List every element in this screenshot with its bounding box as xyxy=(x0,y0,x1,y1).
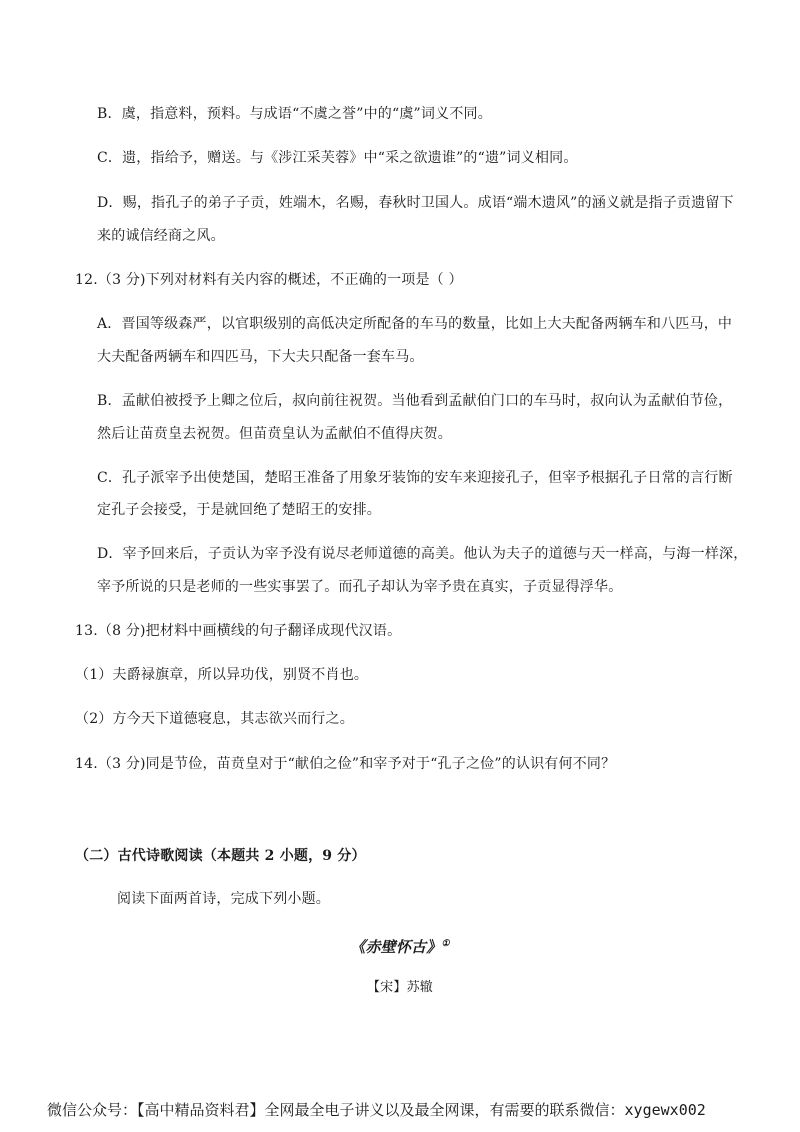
footer-notice: 微信公众号：【高中精品资料君】全网最全电子讲义以及最全网课，有需要的联系微信：xygewx002 xyxy=(47,1101,706,1119)
question-12-stem: 12.（3 分)下列对材料有关内容的概述，不正确的一项是（ ） xyxy=(75,272,463,288)
section-heading: （二）古代诗歌阅读（本题共 2 小题，9 分） xyxy=(75,848,366,864)
option-12-a-line2: 大夫配备两辆车和四匹马，下大夫只配备一套车马。 xyxy=(97,349,424,365)
option-12-d-line1: D．宰予回来后，子贡认为宰予没有说尽老师道德的高美。他认为夫子的道德与天一样高，与海一样深， xyxy=(97,546,748,562)
question-13-sentence-1: （1）夫爵禄旗章，所以异功伐，别贤不肖也。 xyxy=(75,667,369,683)
reading-instruction: 阅读下面两首诗，完成下列小题。 xyxy=(117,891,330,907)
option-12-b-line1: B．孟献伯被授予上卿之位后，叔向前往祝贺。当他看到孟献伯门口的车马时，叔向认为孟献伯节俭， xyxy=(97,393,733,409)
poem-title xyxy=(0,934,800,957)
poem-author: 【宋】苏辙 xyxy=(366,980,433,995)
option-11-d-line1: D．赐，指孔子的弟子子贡，姓端木，名赐，春秋时卫国人。成语“端木遗风”的涵义就是指子贡遗留下 xyxy=(97,195,734,211)
question-14-stem: 14.（3 分)同是节俭，苗贲皇对于“献伯之俭”和宰予对于“孔子之俭”的认识有何不同？ xyxy=(75,756,616,772)
option-12-a-line1: A．晋国等级森严，以官职级别的高低决定所配备的车马的数量，比如上大夫配备两辆车和八匹马，中 xyxy=(97,316,733,332)
poem-footnote-mark: ① xyxy=(441,939,450,949)
option-12-c-line1: C．孔子派宰予出使楚国，楚昭王准备了用象牙装饰的安车来迎接孔子，但宰予根据孔子日常的言行断 xyxy=(97,470,733,486)
option-11-d-line2: 来的诚信经商之风。 xyxy=(97,228,225,244)
option-12-b-line2: 然后让苗贲皇去祝贺。但苗贲皇认为孟献伯不值得庆贺。 xyxy=(97,426,452,442)
option-12-c-line2: 定孔子会接受，于是就回绝了楚昭王的安排。 xyxy=(97,502,381,518)
option-11-c: C．遗，指给予，赠送。与《涉江采芙蓉》中“采之欲遗谁”的“遗”词义相同。 xyxy=(97,150,578,166)
question-13-sentence-2: （2）方今天下道德寝息，其志欲兴而行之。 xyxy=(75,711,354,727)
poem-title-text: 《赤壁怀古》 xyxy=(350,938,442,956)
option-12-d-line2: 宰予所说的只是老师的一些实事罢了。而孔子却认为宰予贵在真实，子贡显得浮华。 xyxy=(97,579,623,595)
option-11-b: B．虞，指意料，预料。与成语“不虞之誉”中的“虞”词义不同。 xyxy=(97,106,492,122)
question-13-stem: 13.（8 分)把材料中画横线的句子翻译成现代汉语。 xyxy=(75,623,402,639)
